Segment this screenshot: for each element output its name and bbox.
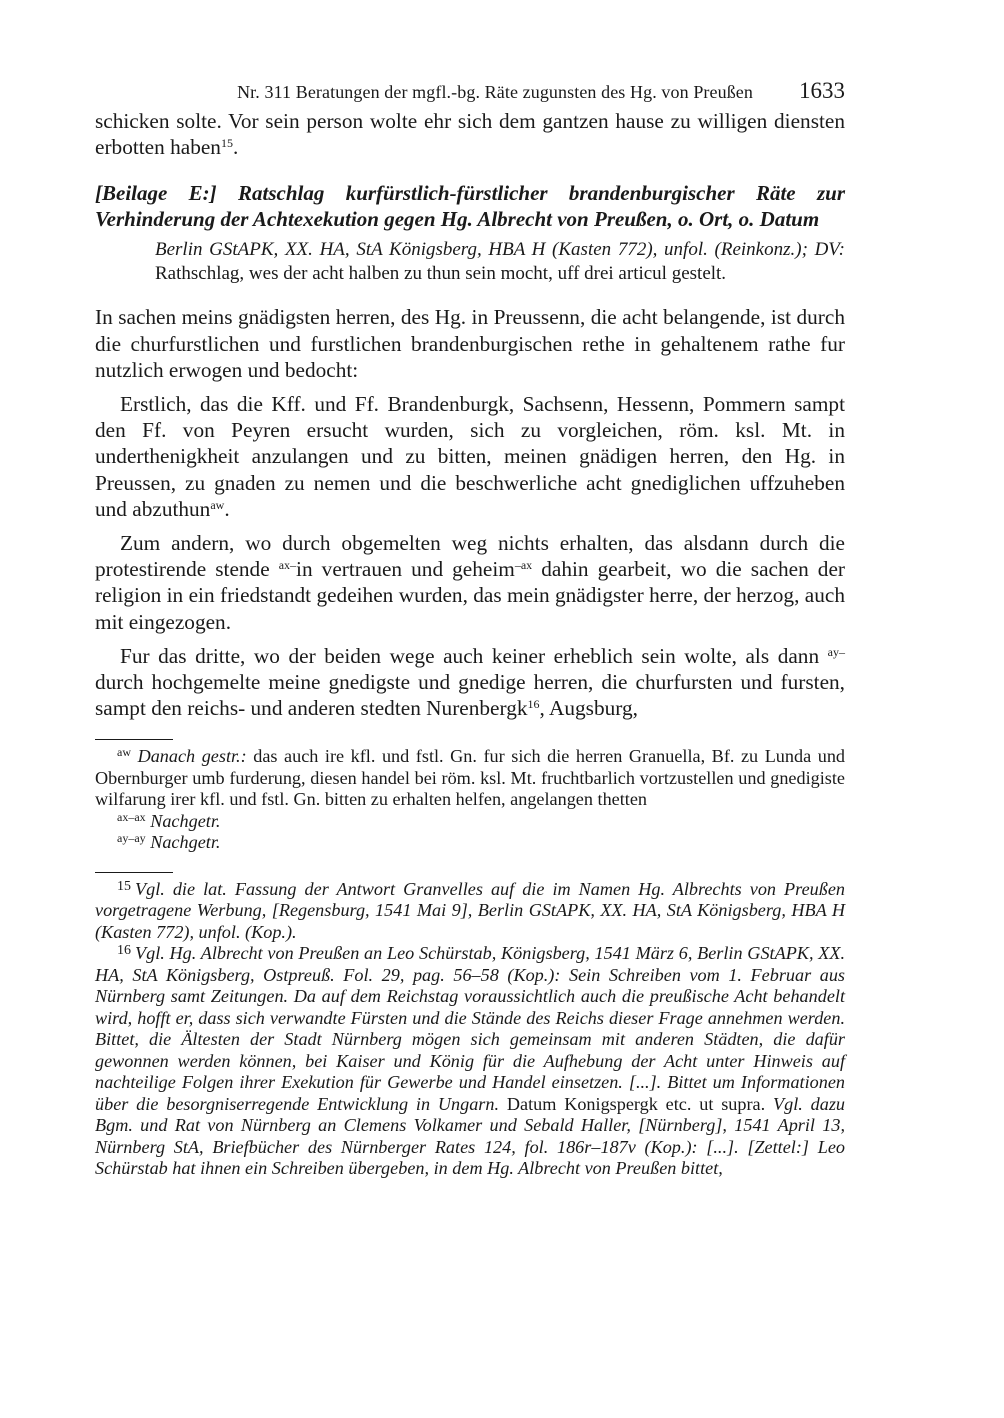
note-ref-ax-open[interactable]: ax– (278, 558, 297, 573)
intro-paragraph (95, 108, 845, 160)
running-title: Nr. 311 Beratungen der mgfl.-bg. Räte zugunsten des Hg. von Preußen (237, 82, 753, 102)
note-label: Danach gestr.: (137, 746, 247, 767)
footnote-text-b: Datum Konigspergk etc. ut supra. (499, 1093, 773, 1114)
footnote-number: 15 (117, 878, 131, 894)
footnote-ref-15[interactable]: 15 (220, 136, 233, 151)
footnote-text: Vgl. die lat. Fassung der Antwort Granvelles auf die im Namen Hg. Albrechts von Preußen vorgetragene Werbung, [Regensburg, 1541 Mai 9], Berlin GStAPK, XX. HA, StA Königsberg, HBA H (Kasten 772), unfol. (Kop.). (95, 878, 845, 942)
note-marker: ax–ax (117, 809, 146, 824)
note-marker: aw (117, 745, 131, 760)
footnotes (95, 879, 845, 1180)
paragraph-3-b: in vertrauen und geheim (296, 557, 515, 582)
paragraph-4-c: , Augsburg, (539, 696, 638, 721)
intro-text: schicken solte. Vor sein person wolte ehr sich dem gantzen hause zu willigen diensten erbotten haben (95, 109, 845, 160)
note-ref-aw[interactable]: aw (210, 497, 225, 512)
paragraph-2 (95, 391, 845, 522)
textual-notes (95, 746, 845, 854)
footnotes-divider (95, 872, 173, 873)
source-archive: Berlin GStAPK, XX. HA, StA Königsberg, HBA H (Kasten 772), unfol. (Reinkonz.); DV: (155, 239, 845, 261)
footnote-16 (95, 943, 845, 1180)
paragraph-2-text: Erstlich, das die Kff. und Ff. Brandenburgk, Sachsenn, Hessenn, Pommern sampt den Ff. von Peyren ersucht wurden, sich zu vorgleichen, röm. ksl. Mt. in underthenigkheit anzulangen und zu bitten, meinen gnädigen herren, den Hg. in Preussen, zu gnaden zu nemen und die beschwerliche acht gnediglichen uffzuheben und abzuthun (95, 392, 845, 521)
footnote-number: 16 (117, 943, 131, 959)
paragraph-4-a: Fur das dritte, wo der beiden wege auch keiner erheblich sein wolte, als dann (120, 643, 828, 668)
note-label: Nachgetr. (150, 810, 221, 831)
footnote-ref-16[interactable]: 16 (527, 697, 540, 712)
footnote-text-c: Vgl. dazu Bgm. und Rat von Nürnberg an Clemens Volkamer und Sebald Haller, [Nürnberg], 1541 April 13, Nürnberg StA, Briefbücher des Nürnberger Rates 124, fol. 186r–187v (Kop.): [...]. [Zettel:] Leo Schürstab hat ihnen ein Schreiben übergeben, in dem Hg. Albrecht von Preußen bittet, (95, 1093, 845, 1179)
source-note (155, 238, 845, 286)
note-marker: ay–ay (117, 831, 146, 846)
textual-note-aw (95, 746, 845, 811)
paragraph-3-c: dahin gearbeit, wo die sachen der religion in ein friedstandt gedeihen wurden, das mein gnädigster herre, der herzog, auch mit eingezogen. (95, 557, 845, 634)
note-ref-ay-open[interactable]: ay– (827, 644, 845, 659)
note-ref-ax-close[interactable]: –ax (514, 558, 533, 573)
paragraph-1: In sachen meins gnädigsten herren, des Hg. in Preussenn, die acht belangende, ist durch die churfurstlichen und furstlichen brandenburgischen rethe in gehaltenem rathe fur nutzlich erwogen und bedocht: (95, 305, 845, 382)
document-page (95, 78, 845, 1180)
intro-end: . (232, 135, 239, 160)
page-number: 1633 (799, 78, 845, 103)
running-head (95, 78, 845, 108)
footnote-text-a: Vgl. Hg. Albrecht von Preußen an Leo Schürstab, Königsberg, 1541 März 6, Berlin GStAPK, XX. HA, StA Königsberg, Ostpreuß. Fol. 29, pag. 56–58 (Kop.): Sein Schreiben vom 1. Februar aus Nürnberg samt Zeitungen. Da auf dem Reichstag voraussichtlich auch die preußische Acht behandelt wird, hofft er, dass sich verwandte Fürsten und die Stände des Reichs dieser Frage annehmen werden. Bittet, die Ältesten der Stadt Nürnberg mögen sich gemeinsam mit anderen Städten, die dafür gewonnen werden können, bei Kaiser und König für die Aufhebung der Acht unter Hinweis auf nachteilige Folgen ihrer Exekution für Gewerbe und Handel einsetzen. [...]. Bittet um Informationen über die besorgniserregende Entwicklung in Ungarn. (95, 943, 845, 1114)
note-label: Nachgetr. (150, 832, 221, 853)
textual-note-ay (95, 832, 845, 854)
textual-notes-divider (95, 739, 173, 740)
paragraph-4 (95, 643, 845, 722)
paragraph-3-a: Zum andern, wo durch obgemelten weg nichts erhalten, das alsdann durch die protestirende stende (95, 531, 845, 582)
paragraph-2-end: . (224, 496, 230, 521)
note-text: das auch ire kfl. und fstl. Gn. fur sich die herren Granuella, Bf. zu Lunda und Obernburger umb furderung, diesen handel bei röm. ksl. Mt. fruchtbarlich vortzustellen und gnedigiste wilfarung irer kfl. und fstl. Gn. bitten zu erhalten helfen, angelangen thetten (95, 746, 846, 810)
section-title: [Beilage E:] Ratschlag kurfürstlich-fürstlicher brandenburgischer Räte zur Verhinderung der Achtexekution gegen Hg. Albrecht von Preußen, o. Ort, o. Datum (95, 181, 845, 232)
textual-note-ax (95, 811, 845, 833)
source-dorsal: Rathschlag, wes der acht halben zu thun sein mocht, uff drei articul gestelt. (155, 263, 727, 285)
paragraph-4-b: durch hochgemelte meine gnedigste und gnedige herren, die churfursten und fursten, sampt den reichs- und anderen stedten Nurenbergk (95, 670, 845, 721)
paragraph-3 (95, 530, 845, 635)
footnote-15 (95, 879, 845, 944)
